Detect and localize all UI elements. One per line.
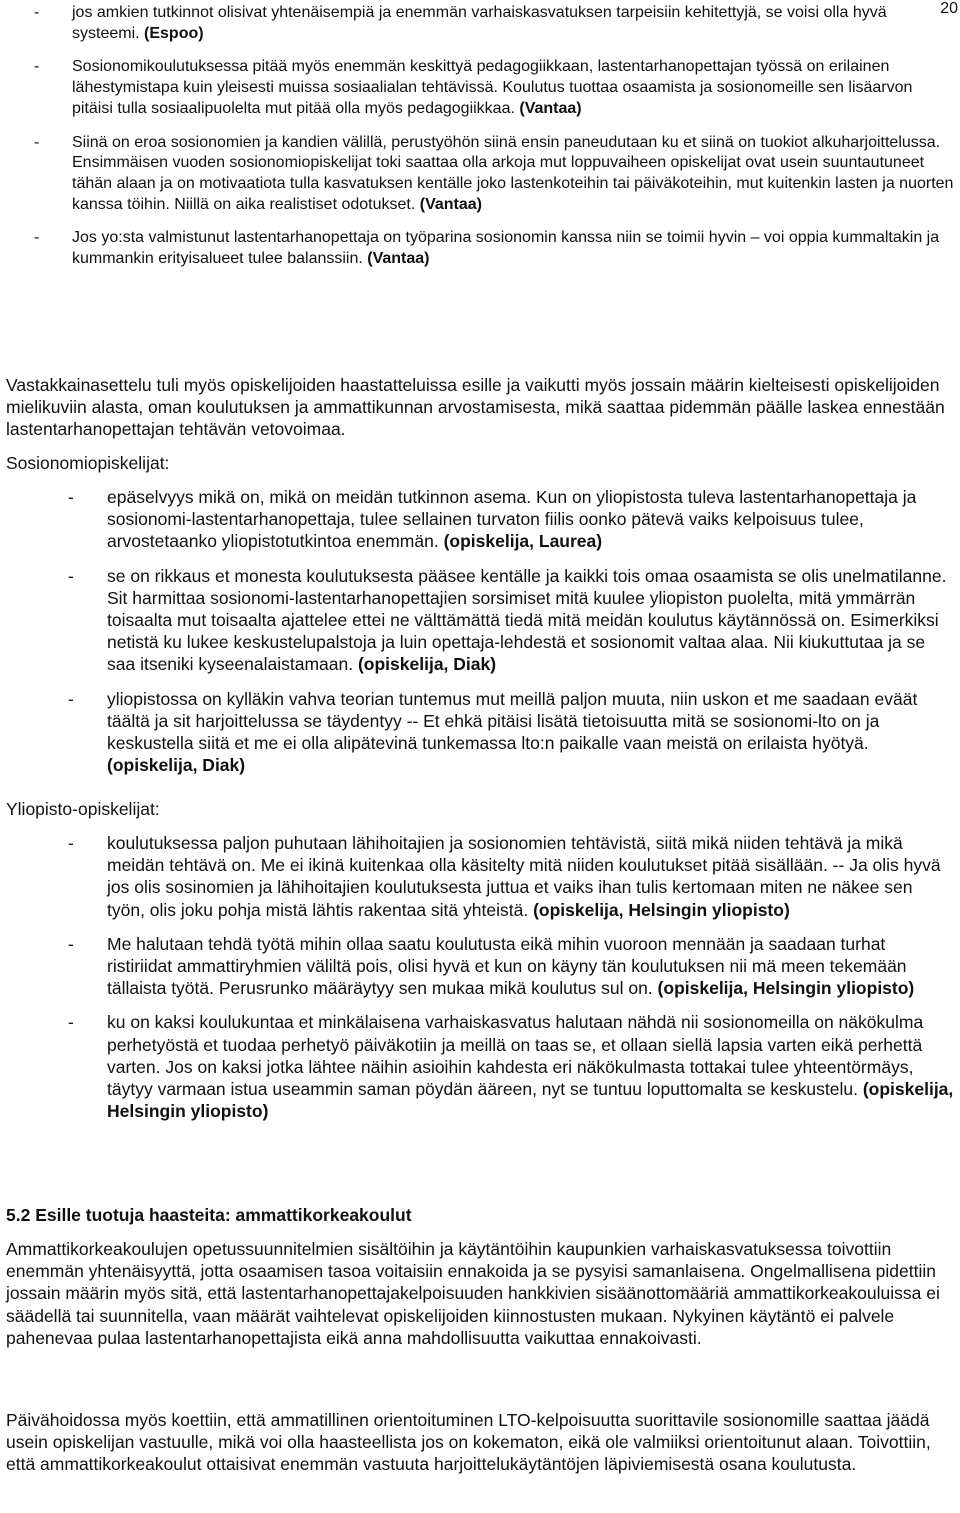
- quote-text: ku on kaksi koulukuntaa et minkälaisena varhaiskasvatus halutaan nähdä nii sosionomeilla on näkökulma perhetyöstä et tuodaa perhetyö päiväkotiin ja meillä on taas se, et ollaan siellä lapsia varten eikä perhettä varten. Jos on kaksi jotka lähtee näihin asioihin kahdesta eri näkökulmasta tottakai tulee yhteentörmäys, täytyy varmaan istua useammin saman pöydän ääreen, nyt se tuntuu loputtomalta se keskustelu.: [107, 1012, 924, 1100]
- quote-source: (Espoo): [144, 24, 204, 42]
- dash-bullet: -: [34, 133, 40, 151]
- section-body-2: [0, 1409, 960, 1476]
- section-body: [0, 1238, 960, 1349]
- quote-text: Siinä on eroa sosionomien ja kandien välillä, perustyöhön siinä ensin paneudutaan ku et siinä on tuokiot alkuharjoittelussa. Ensimmäisen vuoden sosionomiopiskelijat toki saattaa olla arkoja mut loppuvaiheen opiskelijat ovat usein suuntautuneet tähän alaan ja on motivaatiota tulla kasvatuksen kentälle joko lastenkoteihin tai päiväkoteihin, mut kuitenkin lasten ja nuorten kanssa töihin. Niillä on aika realistiset odotukset.: [72, 133, 954, 213]
- dash-bullet: -: [68, 565, 74, 586]
- list-item: [0, 1011, 960, 1122]
- quote-source: (opiskelija, Laurea): [443, 531, 603, 552]
- yliopisto-list: [0, 832, 960, 1122]
- list-item: [0, 933, 960, 1000]
- list-item: [0, 565, 960, 676]
- intro-block: [0, 374, 960, 441]
- quote-list-top: [0, 3, 960, 270]
- dash-bullet: -: [68, 688, 74, 709]
- quote-source: (Vantaa): [519, 99, 582, 117]
- yliopisto-heading: Yliopisto-opiskelijat:: [6, 799, 160, 819]
- quote-source: (opiskelija, Diak): [357, 654, 497, 675]
- quote-text: Me halutaan tehdä työtä mihin ollaa saatu koulutusta eikä mihin vuoroon mennään ja saadaan turhat ristiriidat ammattiryhmien väliltä pois, olisi hyvä et kun on käyny tän koulutuksen nii mä meen tekemään tällaista työtä. Perusrunko määräytyy sen mukaa mikä koulutus sul on.: [107, 933, 907, 999]
- list-item: [0, 57, 960, 119]
- quote-text: koulutuksessa paljon puhutaan lähihoitajien ja sosionomien tehtävistä, siitä mikä niiden tehtävä ja mikä meidän tehtävä on. Me ei ikinä kuitenkaa olla käsitelty mitä niiden koulutukset pitää sisällään. -- Ja olis hyvä jos olis sosinomien ja lähihoitajien koulutuksesta juttua et vaiks ihan tulis kertomaan miten ne näkee sen työn, olis joku pohja mistä lähtis rakentaa sitä yhteistä.: [107, 833, 941, 920]
- dash-bullet: -: [68, 833, 74, 853]
- quote-source: (Vantaa): [419, 195, 482, 213]
- dash-bullet: -: [34, 229, 40, 247]
- dash-bullet: -: [68, 487, 74, 507]
- quote-source: (opiskelija, Diak): [107, 755, 246, 776]
- list-item: [0, 832, 960, 921]
- quote-text: epäselvyys mikä on, mikä on meidän tutkinnon asema. Kun on yliopistosta tuleva lastentarhanopettaja ja sosionomi-lastentarhanopettaja, tulee sellainen turvaton fiilis oonko pätevä vaiks kelpoisuus tulee, arvostetaanko yliopistotutkintoa enemmän.: [107, 487, 917, 552]
- quote-source: (Vantaa): [367, 250, 430, 268]
- sosionomi-list: [0, 486, 960, 776]
- dash-bullet: -: [68, 1012, 74, 1033]
- sosionomi-heading: Sosionomiopiskelijat:: [6, 453, 170, 473]
- section-paragraph: Ammattikorkeakoulujen opetussuunnitelmien sisältöihin ja käytäntöihin kaupunkien varhaiskasvatuksessa toivottiin enemmän yhtenäisyyttä, jotta osaamisen tasoa voitaisiin ennakoida ja se pysyisi samanlaisena. Ongelmallisena pidettiin jossain määrin myös sitä, että lastentarhanopettajakelpoisuuden hankkivien sisäänottomääriä ammattikorkeakouluissa ei säädellä tai suunnitella, vaan määrät vaihtelevat opiskelijoiden kiinnostusten mukaan. Nykyinen käytäntö ei palvele pahenevaa pulaa lastentarhanopettajista eikä anna mahdollisuutta vaikuttaa ennakoivasti.: [6, 1239, 940, 1348]
- list-item: [0, 688, 960, 777]
- quote-text: se on rikkaus et monesta koulutuksesta pääsee kentälle ja kaikki tois omaa osaamista se olis unelmatilanne. Sit harmittaa sosionomi-lastentarhanopettajien sorsimiset mitä kuulee yliopiston puolelta, mitä ymmärrän toisaalta mut toisaalta ajattelee ettei ne välttämättä tiedä mitä meidän koulutus käytännössä on. Esimerkiksi netistä ku lukee keskustelupalstoja ja luin opettaja-lehdestä et sosionomit valtaa alaa. Nii kiukuttutaa ja se saa itseniki kyseenalaistamaan.: [107, 565, 947, 675]
- quote-source: (opiskelija, Helsingin yliopisto): [533, 899, 790, 920]
- list-item: [0, 133, 960, 216]
- quote-source: (opiskelija, Helsingin yliopisto): [107, 1079, 954, 1122]
- section-paragraph: Päivähoidossa myös koettiin, että ammatillinen orientoituminen LTO-kelpoisuutta suorittavile sosionomille saattaa jäädä usein opiskelijan vastuulle, mikä voi olla haasteellista jos on kokematon, eikä ole valmiiksi orientoitunut alaan. Toivottiin, että ammattikorkeakoulut ottaisivat enemmän vastuuta harjoittelukäytäntöjen läpiviemisestä osana koulutusta.: [6, 1410, 931, 1475]
- quote-text: Sosionomikoulutuksessa pitää myös enemmän keskittyä pedagogiikkaan, lastentarhanopettajan työssä on erilainen lähestymistapa kuin yleisesti muissa sosiaalialan tehtävissä. Koulutus tuottaa osaamista ja sosionomeille sen lisäarvon pitäisi tulla sosiaalipuolelta mut pitää olla myös pedagogiikkaa.: [72, 58, 913, 117]
- page-number: 20: [940, 0, 958, 17]
- quote-text: yliopistossa on kylläkin vahva teorian tuntemus mut meillä paljon muuta, niin uskon et me saadaan eväät täältä ja sit harjoittelussa se täydentyy -- Et ehkä pitäisi lisätä tietoisuutta mitä se sosionomi-lto on ja keskustella siitä et me ei olla alipätevinä tunkemassa lto:n paikalle vaan meistä on erilaista hyötyä.: [107, 688, 918, 754]
- section-heading: 5.2 Esille tuotuja haasteita: ammattikorkeakoulut: [6, 1205, 412, 1225]
- quote-text: jos amkien tutkinnot olisivat yhtenäisempiä ja enemmän varhaiskasvatuksen tarpeisiin kehitettyjä, se voisi olla hyvä systeemi.: [72, 4, 887, 42]
- quote-source: (opiskelija, Helsingin yliopisto): [657, 978, 915, 999]
- list-item: [0, 228, 960, 269]
- dash-bullet: -: [34, 58, 40, 76]
- quote-text: Jos yo:sta valmistunut lastentarhanopettaja on työparina sosionomin kanssa niin se toimii hyvin – voi oppia kummaltakin ja kummankin erityisalueet tulee balanssiin.: [72, 229, 940, 268]
- intro-paragraph: Vastakkainasettelu tuli myös opiskelijoiden haastatteluissa esille ja vaikutti myös jossain määrin kielteisesti opiskelijoiden mielikuviin alasta, oman koulutuksen ja ammattikunnan arvostamisesta, mikä saattaa pidemmän päälle laskea ennestään lastentarhanopettajan tehtävän vetovoimaa.: [6, 375, 945, 440]
- dash-bullet: -: [34, 4, 40, 21]
- list-item: [0, 3, 960, 44]
- dash-bullet: -: [68, 933, 74, 954]
- list-item: [0, 486, 960, 553]
